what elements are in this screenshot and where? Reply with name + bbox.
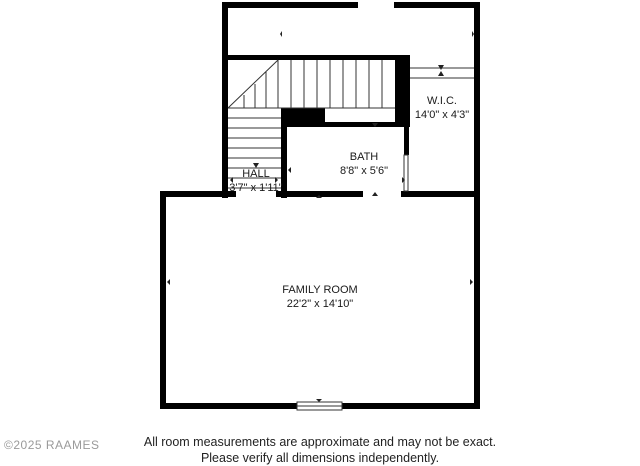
disclaimer-line-2: Please verify all dimensions independently. [200, 451, 440, 465]
room-label-bath [324, 150, 404, 178]
wall-top-left [222, 2, 358, 8]
tick-family-right [470, 279, 473, 285]
watermark: ©2025 RAAMES [4, 438, 100, 452]
wall-family-right [474, 191, 480, 409]
room-name: BATH [349, 151, 379, 163]
wall-family-bottom-right [342, 403, 480, 409]
tick-bath-bottom [372, 192, 378, 196]
disclaimer-line-1: All room measurements are approximate and may not be exact. [143, 435, 497, 449]
wall-top-right [394, 2, 480, 8]
window [297, 402, 342, 410]
room-dims: 3'7" x 1'11" [229, 182, 283, 194]
wall-bath-top-strip [281, 122, 409, 127]
room-dims: 22'2" x 14'10" [286, 298, 354, 310]
wall-family-top-right [401, 191, 480, 197]
room-label-family [270, 283, 370, 311]
tick-wic-bottom [438, 71, 444, 76]
wall-bath-right [404, 122, 409, 155]
bath-door-jamb [404, 155, 408, 191]
room-name: W.I.C. [427, 95, 457, 107]
room-label-wic [406, 94, 478, 122]
room-label-hall [226, 167, 286, 195]
room-dims: 14'0" x 4'3" [414, 109, 470, 121]
room-name: HALL [242, 168, 270, 180]
tick-family-left [167, 279, 170, 285]
wall-family-top-left [160, 191, 236, 197]
room-name: FAMILY ROOM [282, 284, 358, 296]
dimension-ticks [167, 31, 474, 402]
walls [160, 2, 480, 409]
tick-top-left [280, 31, 282, 37]
wall-divider [228, 55, 410, 60]
tick-top-right [472, 31, 474, 37]
wall-family-bottom-left [160, 403, 297, 409]
room-dims: 8'8" x 5'6" [339, 165, 389, 177]
wall-family-left [160, 191, 166, 409]
tick-bath-left [288, 167, 291, 173]
